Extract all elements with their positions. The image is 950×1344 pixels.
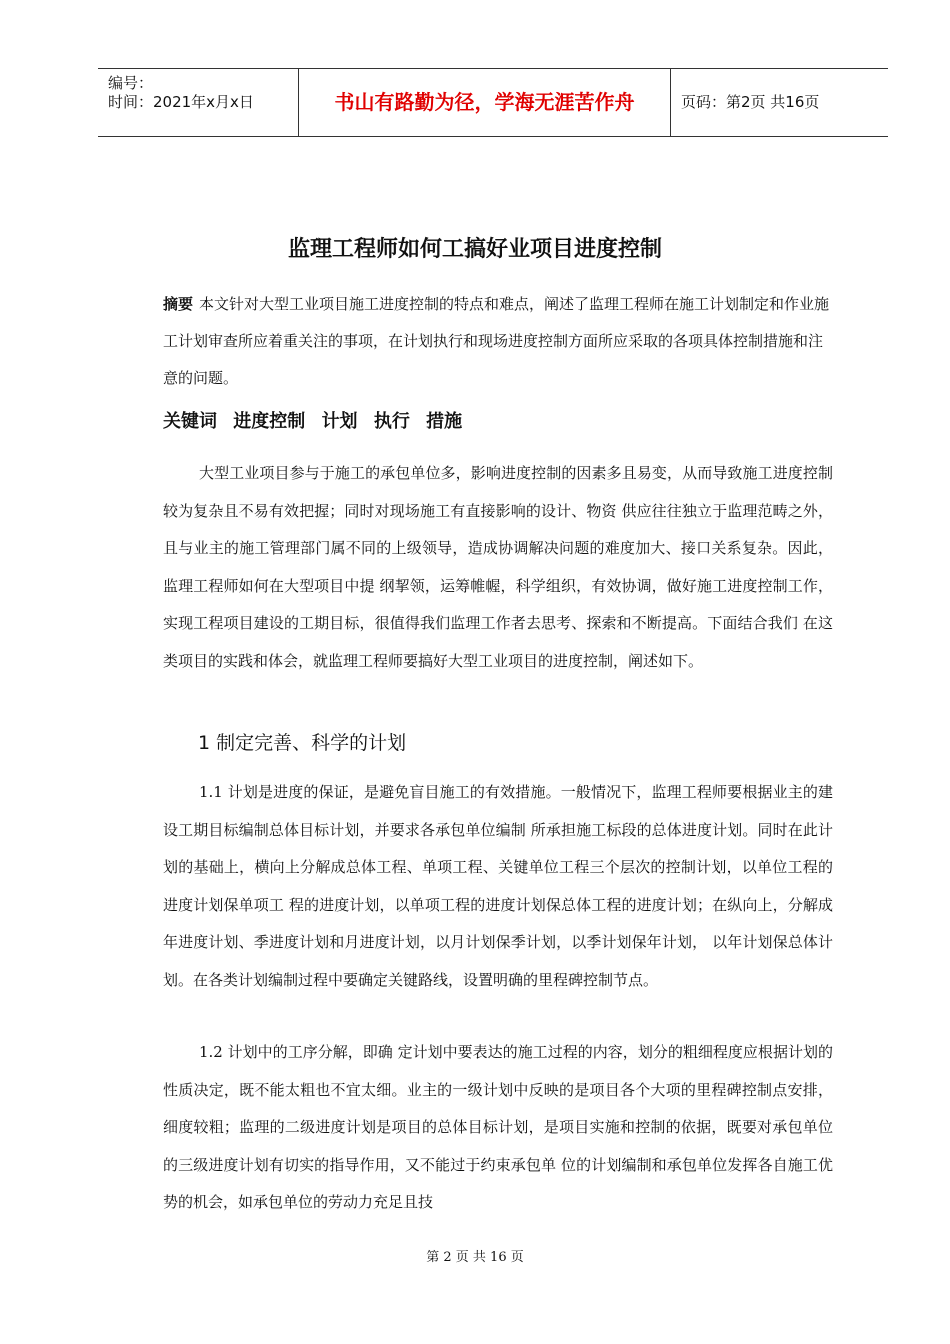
- header-table: [98, 68, 888, 137]
- keyword: 措施: [426, 411, 463, 432]
- time-label: 时间：2021年x月x日: [108, 93, 254, 111]
- keywords-line: [163, 407, 472, 433]
- body-paragraph: 1.2 计划中的工序分解，即确 定计划中要表达的施工过程的内容，划分的粗细程度应根据计划的性质决定，既不能太粗也不宜太细。业主的一级计划中反映的是项目各个大项的里程碑控制点安排，细度较粗；监理的二级进度计划是项目的总体目标计划，是项目实施和控制的依据，既要对承包单位的三级进度计划有切实的指导作用，又不能过于约束承包单 位的计划编制和承包单位发挥各自施工优势的机会，如承包单位的劳动力充足且技: [163, 1043, 833, 1211]
- abstract: [163, 286, 833, 397]
- abstract-label: 摘要: [163, 295, 194, 313]
- abstract-text: 本文针对大型工业项目施工进度控制的特点和难点，阐述了监理工程师在施工计划制定和作业施工计划审查所应着重关注的事项，在计划执行和现场进度控制方面所应采取的各项具体控制措施和注意的问题。: [163, 295, 830, 387]
- keyword: 进度控制: [233, 411, 306, 432]
- page-footer: 第 2 页 共 16 页: [426, 1250, 524, 1265]
- intro-paragraph: 大型工业项目参与于施工的承包单位多，影响进度控制的因素多且易变，从而导致施工进度控制较为复杂且不易有效把握；同时对现场施工有直接影响的设计、物资 供应往往独立于监理范畴之外，且与业主的施工管理部门属不同的上级领导，造成协调解决问题的难度加大、接口关系复杂。因此，监理工程师如何在大型项目中提 纲挈领，运筹帷幄，科学组织，有效协调，做好施工进度控制工作，实现工程项目建设的工期目标，很值得我们监理工作者去思考、探索和不断提高。下面结合我们 在这类项目的实践和体会，就监理工程师要搞好大型工业项目的进度控制，阐述如下。: [163, 464, 833, 670]
- keyword: 计划: [321, 411, 358, 432]
- header-motto: 书山有路勤为径，学海无涯苦作舟: [334, 90, 635, 114]
- document-title: 监理工程师如何工搞好业项目进度控制: [287, 237, 662, 262]
- header-meta-cell: [98, 69, 298, 136]
- keywords-label: 关键词: [163, 411, 217, 432]
- page-code: 页码：第2页 共16页: [681, 93, 820, 111]
- section-heading: 1 制定完善、科学的计划: [198, 732, 407, 754]
- header-divider: [670, 69, 671, 136]
- body-paragraph: 1.1 计划是进度的保证，是避免盲目施工的有效措施。一般情况下，监理工程师要根据业主的建设工期目标编制总体目标计划，并要求各承包单位编制 所承担施工标段的总体进度计划。同时在此计划的基础上，横向上分解成总体工程、单项工程、关键单位工程三个层次的控制计划，以单位工程的进度计划保单项工 程的进度计划，以单项工程的进度计划保总体工程的进度计划；在纵向上，分解成年进度计划、季进度计划和月进度计划，以月计划保季计划，以季计划保年计划， 以年计划保总体计划。在各类计划编制过程中要确定关键路线，设置明确的里程碑控制节点。: [163, 783, 833, 989]
- keyword: 执行: [373, 411, 410, 432]
- number-label: 编号：: [108, 74, 154, 92]
